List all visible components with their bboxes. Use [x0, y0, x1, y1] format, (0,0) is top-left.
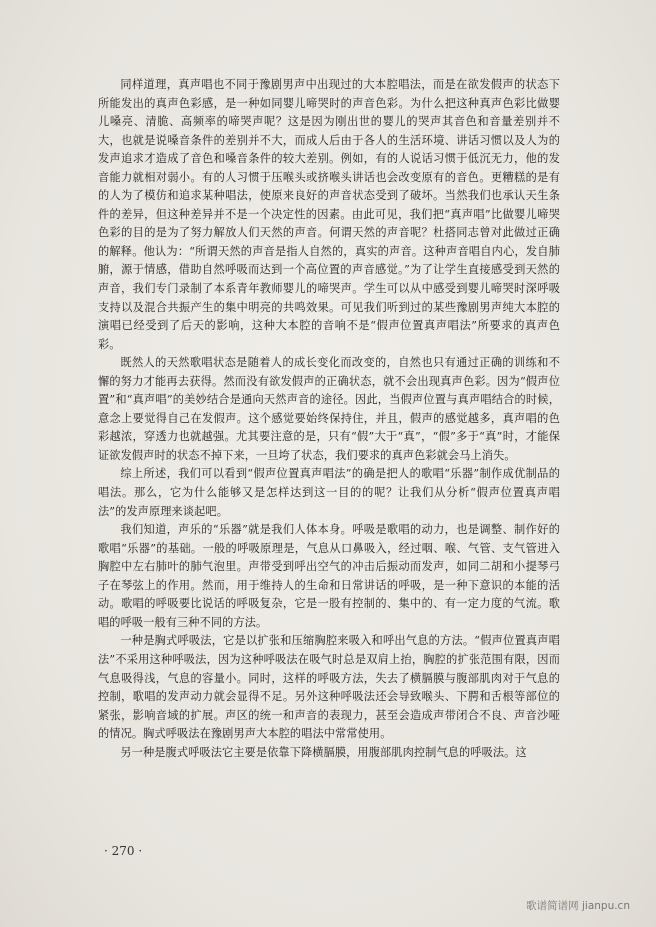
paragraph-5: 一种是胸式呼吸法，它是以扩张和压缩胸腔来吸入和呼出气息的方法。“假声位置真声唱法”不采用这种呼吸法，因为这种呼吸法在吸气时总是双肩上抬，胸腔的扩张范围有限，因而气息吸得浅，气息的容量小。同时，这样的呼吸方法，失去了横膈膜与腹部肌肉对于气息的控制，歌唱的发声动力就会显得不足。另外这种呼吸法还会导致喉头、下腭和舌根等部位的紧张，影响音域的扩展。声区的统一和声音的表现力，甚至会造成声带闭合不良、声音沙哑的情况。胸式呼吸法在豫剧男声大本腔的唱法中常常使用。 [98, 634, 560, 741]
paragraph-6: 另一种是腹式呼吸法它主要是依靠下降横膈膜，用腹部肌肉控制气息的呼吸法。这 [120, 745, 527, 759]
body-text [98, 76, 560, 762]
paragraph-3: 综上所述，我们可以看到“假声位置真声唱法”的确是把人的歌唱“乐器”制作成优制品的唱法。那么，它为什么能够又是怎样达到这一目的的呢？让我们从分析“假声位置真声唱法”的发声原理来谈起吧。 [98, 467, 560, 518]
page-number: · 270 · [104, 844, 143, 858]
paragraph-1: 同样道理，真声唱也不同于豫剧男声中出现过的大本腔唱法，而是在欲发假声的状态下所能发出的真声色彩感，是一种如同婴儿啼哭时的声音色彩。为什么把这种真声色彩比做婴儿嗓亮、清脆、高频率的啼哭声呢？这是因为刚出世的婴儿的哭声其音色和音量差别并不大，也就是说嗓音条件的差别并不大，而成人后由于各人的生活环境、讲话习惯以及人为的发声追求才造成了音色和嗓音条件的较大差别。例如，有的人说话习惯于低沉无力，他的发音能力就相对弱小。有的人习惯于压喉头或挤喉头讲话也会改变原有的音色。更糟糕的是有的人为了模仿和追求某种唱法，使原来良好的声音状态受到了破坏。当然我们也承认天生条件的差异，但这种差异并不是一个决定性的因素。由此可见，我们把“真声唱”比做婴儿啼哭色彩的目的是为了努力解放人们天然的声音。何谓天然的声音呢？杜搭同志曾对此做过正确的解释。他认为：“所谓天然的声音是指人自然的，真实的声音。这种声音唱自内心，发自肺腑，源于情感，借助自然呼吸而达到一个高位置的声音感觉。”为了让学生直接感受到天然的声音，我们专门录制了本系青年教师婴儿的啼哭声。学生可以从中感受到婴儿啼哭时深呼吸支持以及混合共振产生的集中明亮的共鸣效果。可见我们听到过的某些豫剧男声纯大本腔的演唱已经受到了后天的影响，这种大本腔的音响不是“假声位置真声唱法”所要求的真声色彩。 [98, 78, 560, 351]
site-watermark: 歌谱简谱网 jianpu.cn [526, 900, 630, 912]
paragraph-4: 我们知道，声乐的“乐器”就是我们人体本身。呼吸是歌唱的动力，也是调整、制作好的歌唱“乐器”的基础。一般的呼吸原理是，气息从口鼻吸入，经过咽、喉、气管、支气管进入胸腔中左右肺叶的肺气泡里。声带受到呼出空气的冲击后振动而发声，如同二胡和小提琴弓子在琴弦上的作用。然而，用于维持人的生命和日常讲话的呼吸，是一种下意识的本能的活动。歌唱的呼吸要比说话的呼吸复杂，它是一股有控制的、集中的、有一定力度的气流。歌唱的呼吸一般有三种不同的方法。 [98, 523, 560, 629]
paragraph-2: 既然人的天然歌唱状态是随着人的成长变化而改变的，自然也只有通过正确的训练和不懈的努力才能再去获得。然而没有欲发假声的正确状态，就不会出现真声色彩。因为“假声位置”和“真声唱”的美妙结合是通向天然声音的途径。因此，当假声位置与真声唱结合的时候，意念上要觉得自己在发假声。这个感觉要始终保持住，并且，假声的感觉越多，真声唱的色彩越浓，穿透力也就越强。尤其要注意的是，只有“假”大于“真”，“假”多于“真”时，才能保证欲发假声时的状态不掉下来，一旦垮了状态，我们要求的真声色彩就会马上消失。 [98, 356, 560, 462]
